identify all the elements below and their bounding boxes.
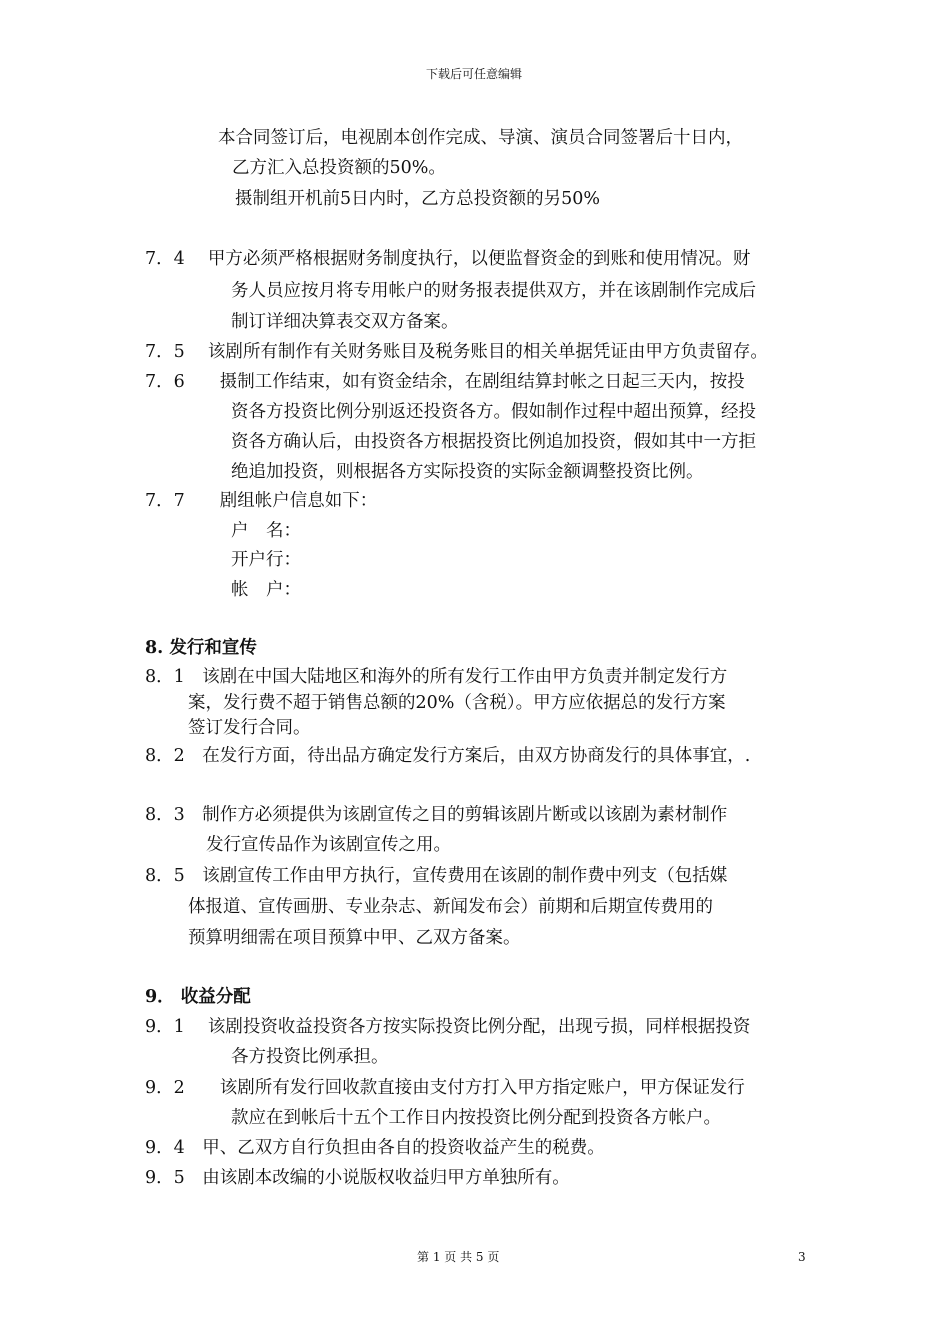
body-line: 8．2 在发行方面，待出品方确定发行方案后，由双方协商发行的具体事宜，. [145,746,751,766]
body-line: 款应在到帐后十五个工作日内按投资比例分配到投资各方帐户。 [231,1108,721,1128]
body-line: 8．3 制作方必须提供为该剧宣传之目的剪辑该剧片断或以该剧为素材制作 [145,805,728,825]
body-line: 8．1 该剧在中国大陆地区和海外的所有发行工作由甲方负责并制定发行方 [145,667,728,687]
section-heading: 9． 收益分配 [145,987,251,1007]
bank-label: 开户行： [231,550,301,570]
body-line: 9．1 该剧投资收益投资各方按实际投资比例分配，出现亏损，同样根据投资 [145,1017,751,1037]
body-line: 乙方汇入总投资额的50%。 [232,158,446,178]
body-line: 7．5 该剧所有制作有关财务账目及税务账目的相关单据凭证由甲方负责留存。 [145,342,768,362]
body-line: 9．4 甲、乙双方自行负担由各自的投资收益产生的税费。 [145,1138,605,1158]
body-line: 资各方投资比例分别返还投资各方。假如制作过程中超出预算，经投 [231,402,756,422]
body-line: 7．6 摄制工作结束，如有资金结余，在剧组结算封帐之日起三天内，按投 [145,372,745,392]
page-header-note: 下载后可任意编辑 [426,67,523,81]
body-line: 摄制组开机前5日内时，乙方总投资额的另50% [235,189,601,209]
body-line: 7．7 剧组帐户信息如下： [145,491,378,511]
body-line: 7．4 甲方必须严格根据财务制度执行，以便监督资金的到账和使用情况。财 [145,249,751,269]
body-line: 8．5 该剧宣传工作由甲方执行，宣传费用在该剧的制作费中列支（包括媒 [145,866,728,886]
body-line: 案，发行费不超于销售总额的20%（含税）。甲方应依据总的发行方案 [188,693,726,713]
body-line: 9．5 由该剧本改编的小说版权收益归甲方单独所有。 [145,1168,570,1188]
body-line: 制订详细决算表交双方备案。 [231,312,459,332]
body-line: 本合同签订后，电视剧本创作完成、导演、演员合同签署后十日内， [218,128,743,148]
body-line: 资各方确认后，由投资各方根据投资比例追加投资，假如其中一方拒 [231,432,756,452]
body-line: 体报道、宣传画册、专业杂志、新闻发布会）前期和后期宣传费用的 [188,897,713,917]
body-line: 各方投资比例承担。 [231,1047,389,1067]
body-line: 绝追加投资，则根据各方实际投资的实际金额调整投资比例。 [231,462,704,482]
body-line: 9．2 该剧所有发行回收款直接由支付方打入甲方指定账户，甲方保证发行 [145,1078,745,1098]
body-line: 务人员应按月将专用帐户的财务报表提供双方，并在该剧制作完成后 [231,281,756,301]
body-line: 签订发行合同。 [188,718,311,738]
body-line: 发行宣传品作为该剧宣传之用。 [206,835,451,855]
page-footer-label: 第 1 页 共 5 页 [417,1250,500,1264]
account-number-label: 帐 户： [231,580,301,600]
section-heading: 8. 发行和宣传 [145,638,257,658]
page-number: 3 [798,1250,806,1264]
account-name-label: 户 名： [231,521,301,541]
body-line: 预算明细需在项目预算中甲、乙双方备案。 [188,928,521,948]
